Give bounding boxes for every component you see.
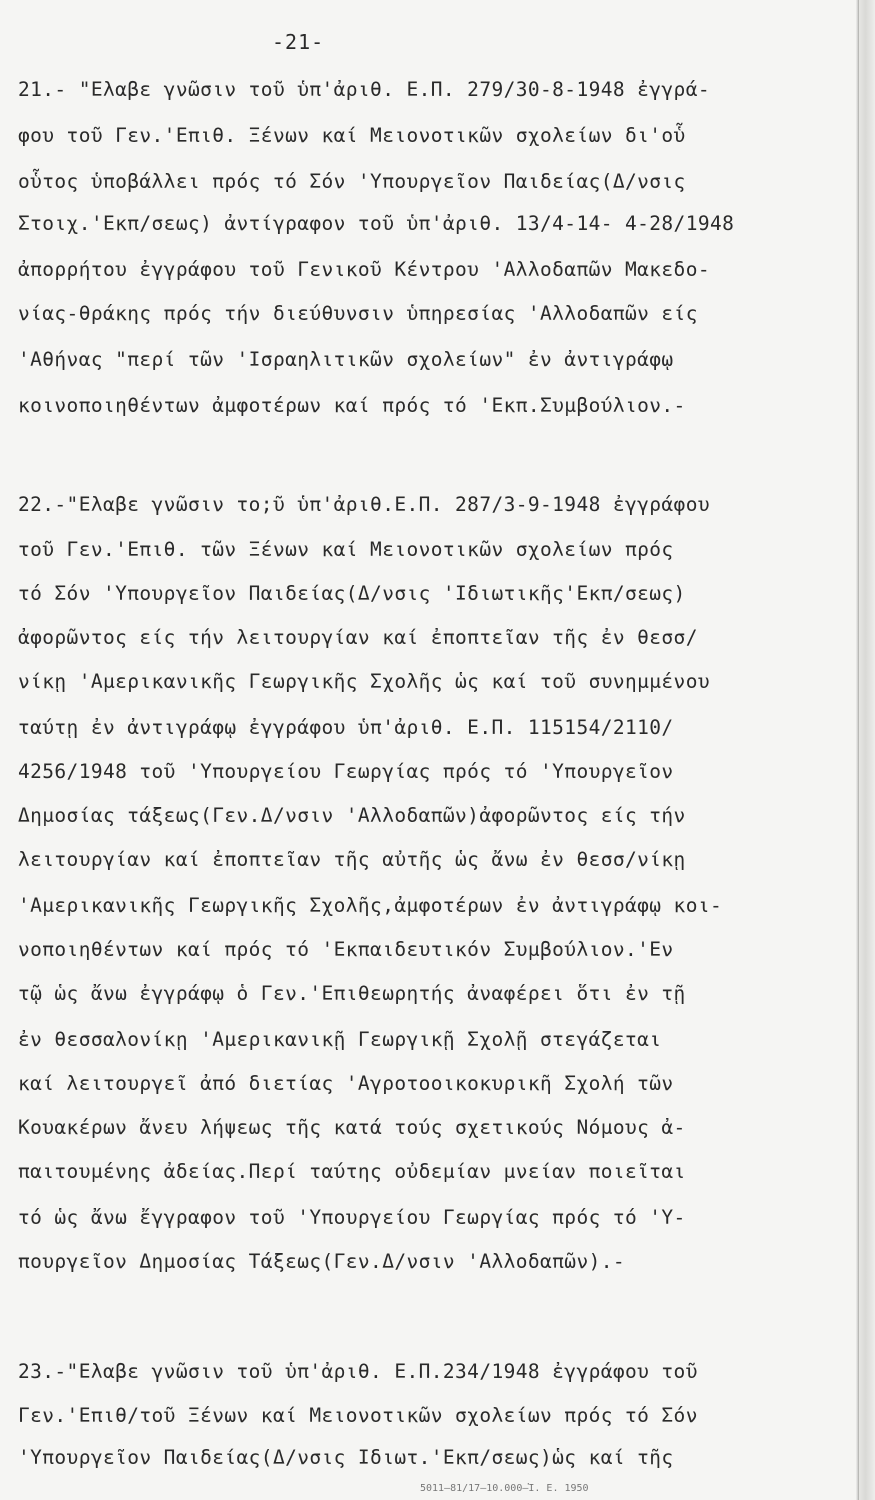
paragraph-22-line: Δημοσίας τάξεως(Γεν.Δ/νσιν 'Αλλοδαπῶν)ἀφορῶντος είς τήν xyxy=(18,804,686,827)
paragraph-22-line: παιτουμένης ἀδείας.Περί ταύτης οὐδεμίαν μνείαν ποιεῖται xyxy=(18,1160,686,1183)
paragraph-21-line: ἀπορρήτου ἐγγράφου τοῦ Γενικοῦ Κέντρου 'Αλλοδαπῶν Μακεδο- xyxy=(18,258,710,281)
paragraph-22-line: καί λειτουργεῖ ἀπό διετίας 'Αγροτοοικοκυρικῆ Σχολή τῶν xyxy=(18,1072,674,1095)
page-edge xyxy=(858,0,875,1500)
paragraph-21-line: κοινοποιηθέντων ἀμφοτέρων καί πρός τό 'Εκπ.Συμβούλιον.- xyxy=(18,394,686,417)
paragraph-23-line: 23.-"Ελαβε γνῶσιν τοῦ ὑπ'ἀριθ. Ε.Π.234/1948 ἐγγράφου τοῦ xyxy=(18,1360,698,1383)
paragraph-22-line: τό Σόν 'Υπουργεῖον Παιδείας(Δ/νσις 'Ιδιωτικῆς'Εκπ/σεως) xyxy=(18,582,686,605)
paragraph-23-line: 'Υπουργεῖον Παιδείας(Δ/νσις Ιδιωτ.'Εκπ/σεως)ὡς καί τῆς xyxy=(18,1446,674,1469)
paragraph-22-line: ἀφορῶντος είς τήν λειτουργίαν καί ἐποπτεῖαν τῆς ἐν θεσσ/ xyxy=(18,626,698,649)
paragraph-21-line: 21.- "Ελαβε γνῶσιν τοῦ ὑπ'ἀριθ. Ε.Π. 279/30-8-1948 ἐγγρά- xyxy=(18,78,710,101)
paragraph-22-line: πουργεῖον Δημοσίας Τάξεως(Γεν.Δ/νσιν 'Αλλοδαπῶν).- xyxy=(18,1250,625,1273)
paragraph-22-line: νίκῃ 'Αμερικανικῆς Γεωργικῆς Σχολῆς ὡς καί τοῦ συνημμένου xyxy=(18,670,710,693)
paragraph-22-line: 22.-"Ελαβε γνῶσιν το;ῦ ὑπ'ἀριθ.Ε.Π. 287/3-9-1948 ἐγγράφου xyxy=(18,493,710,516)
paragraph-21-line: νίας-θράκης πρός τήν διεύθυνσιν ὑπηρεσίας 'Αλλοδαπῶν είς xyxy=(18,302,698,325)
paragraph-21-line: Στοιχ.'Εκπ/σεως) ἀντίγραφον τοῦ ὑπ'ἀριθ. 13/4-14- 4-28/1948 xyxy=(18,212,735,235)
footer-imprint: 5011—81/17—10.000—Ἰ. Ε. 1950 xyxy=(420,1483,589,1494)
paragraph-22-line: 4256/1948 τοῦ 'Υπουργείου Γεωργίας πρός τό 'Υπουργεῖον xyxy=(18,760,674,783)
paragraph-22-line: τό ὡς ἄνω ἔγγραφον τοῦ 'Υπουργείου Γεωργίας πρός τό 'Υ- xyxy=(18,1206,686,1229)
paragraph-22-line: Κουακέρων ἄνευ λήψεως τῆς κατά τούς σχετικούς Νόμους ἀ- xyxy=(18,1116,686,1139)
paragraph-22-line: ταύτῃ ἐν ἀντιγράφῳ ἐγγράφου ὑπ'ἀριθ. Ε.Π. 115154/2110/ xyxy=(18,716,674,739)
paragraph-21-line: 'Αθήνας "περί τῶν 'Ισραηλιτικῶν σχολείων" ἐν ἀντιγράφῳ xyxy=(18,348,674,371)
paragraph-21-line: οὗτος ὑποβάλλει πρός τό Σόν 'Υπουργεῖον Παιδείας(Δ/νσις xyxy=(18,170,686,193)
paragraph-23-line: Γεν.'Επιθ/τοῦ Ξένων καί Μειονοτικῶν σχολείων πρός τό Σόν xyxy=(18,1404,698,1427)
paragraph-22-line: 'Αμερικανικῆς Γεωργικῆς Σχολῆς,ἀμφοτέρων ἐν ἀντιγράφῳ κοι- xyxy=(18,894,723,917)
page-number: -21- xyxy=(272,30,325,54)
paragraph-22-line: νοποιηθέντων καί πρός τό 'Εκπαιδευτικόν Συμβούλιον.'Εν xyxy=(18,938,674,961)
paragraph-22-line: λειτουργίαν καί ἐποπτεῖαν τῆς αὐτῆς ὡς ἄνω ἐν θεσσ/νίκῃ xyxy=(18,848,686,871)
paragraph-22-line: τῷ ὡς ἄνω ἐγγράφῳ ὁ Γεν.'Επιθεωρητής ἀναφέρει ὅτι ἐν τῇ xyxy=(18,982,686,1005)
paragraph-22-line: ἐν θεσσαλονίκῃ 'Αμερικανικῇ Γεωργικῇ Σχολῇ στεγάζεται xyxy=(18,1028,662,1051)
paragraph-22-line: τοῦ Γεν.'Επιθ. τῶν Ξένων καί Μειονοτικῶν σχολείων πρός xyxy=(18,538,674,561)
paragraph-21-line: φου τοῦ Γεν.'Επιθ. Ξένων καί Μειονοτικῶν σχολείων δι'οὗ xyxy=(18,124,686,147)
